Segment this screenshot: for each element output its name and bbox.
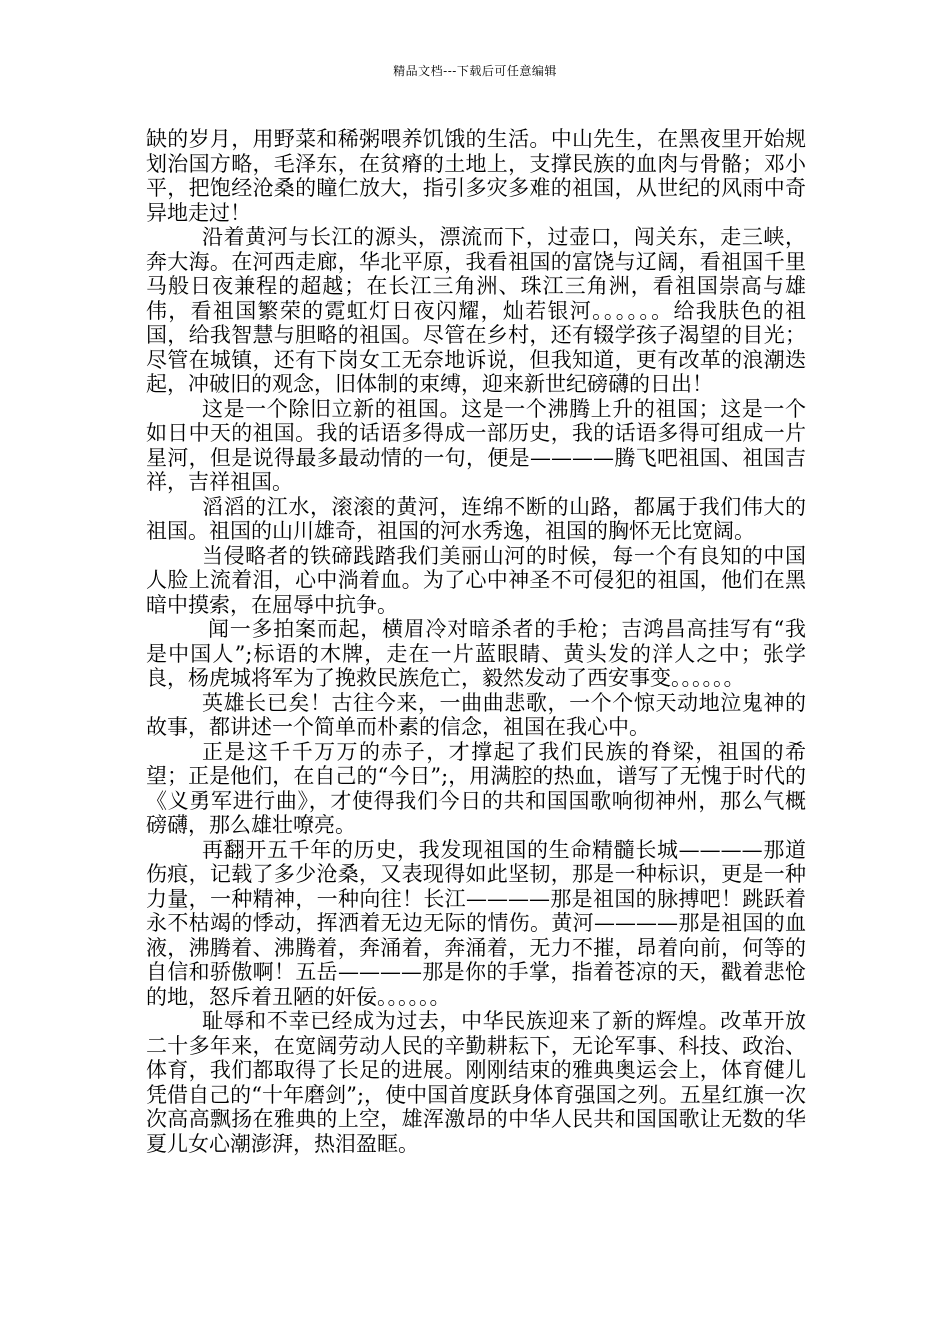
paragraph-9: 再翻开五千年的历史，我发现祖国的生命精髓长城————那道伤痕，记载了多少沧桑，又表现得如此坚韧，那是一种标识，更是一种力量，一种精神，一种向往！长江————那是祖国的脉搏吧！跳跃着永不枯竭的悸动，挥洒着无边无际的情伤。黄河————那是祖国的血液，沸腾着、沸腾着，奔涌着，奔涌着，无力不摧，昂着向前，何等的自信和骄傲啊！五岳————那是你的手掌，指着苍凉的天，戳着悲怆的地，怒斥着丑陋的奸佞。。。。。。 [146,837,806,1009]
paragraph-10: 耻辱和不幸已经成为过去，中华民族迎来了新的辉煌。改革开放二十多年来，在宽阔劳动人民的辛勤耕耘下，无论军事、科技、政治、体育，我们都取得了长足的进展。刚刚结束的雅典奥运会上，体育健儿凭借自己的“十年磨剑”;，使中国首度跃身体育强国之列。五星红旗一次次高高飘扬在雅典的上空，雄浑激昂的中华人民共和国国歌让无数的华夏儿女心潮澎湃，热泪盈眶。 [146,1009,806,1156]
paragraph-2: 沿着黄河与长江的源头，漂流而下，过壶口，闯关东，走三峡，奔大海。在河西走廊，华北平原，我看祖国的富饶与辽阔，看祖国千里马般日夜兼程的超越；在长江三角洲、珠江三角洲，看祖国崇高与雄伟，看祖国繁荣的霓虹灯日夜闪耀，灿若银河。。。。。。给我肤色的祖国，给我智慧与胆略的祖国。尽管在乡村，还有辍学孩子渴望的目光；尽管在城镇，还有下岗女工无奈地诉说，但我知道，更有改革的浪潮迭起，冲破旧的观念，旧体制的束缚，迎来新世纪磅礴的日出！ [146,225,806,396]
paragraph-1: 缺的岁月，用野菜和稀粥喂养饥饿的生活。中山先生，在黑夜里开始规划治国方略，毛泽东，在贫瘠的土地上，支撑民族的血肉与骨骼；邓小平，把饱经沧桑的瞳仁放大，指引多灾多难的祖国，从世纪的风雨中奇异地走过！ [146,127,806,225]
paragraph-5: 当侵略者的铁碲践踏我们美丽山河的时候，每一个有良知的中国人脸上流着泪，心中淌着血。为了心中神圣不可侵犯的祖国，他们在黑暗中摸索，在屈辱中抗争。 [146,543,806,617]
paragraph-4: 滔滔的江水，滚滚的黄河，连绵不断的山路，都属于我们伟大的祖国。祖国的山川雄奇，祖国的河水秀逸，祖国的胸怀无比宽阔。 [146,494,806,543]
paragraph-7: 英雄长已矣！古往今来，一曲曲悲歌，一个个惊天动地泣鬼神的故事，都讲述一个简单而朴素的信念，祖国在我心中。 [146,690,806,739]
document-body [146,127,806,1156]
paragraph-3: 这是一个除旧立新的祖国。这是一个沸腾上升的祖国；这是一个如日中天的祖国。我的话语多得成一部历史，我的话语多得可组成一片星河，但是说得最多最动情的一句，便是————腾飞吧祖国、祖国吉祥，吉祥祖国。 [146,396,806,494]
paragraph-6: 闻一多拍案而起，横眉冷对暗杀者的手枪；吉鸿昌高挂写有“我是中国人”;标语的木牌，走在一片蓝眼睛、黄头发的洋人之中；张学良，杨虎城将军为了挽救民族危亡，毅然发动了西安事变。。。。。。 [146,617,806,690]
paragraph-8: 正是这千千万万的赤子，才撑起了我们民族的脊梁，祖国的希望；正是他们，在自己的“今日”;，用满腔的热血，谱写了无愧于时代的《义勇军进行曲》，才使得我们今日的共和国国歌响彻神州，那么气概磅礴，那么雄壮嘹亮。 [146,739,806,837]
page-header: 精品文档---下载后可任意编辑 [393,64,557,78]
